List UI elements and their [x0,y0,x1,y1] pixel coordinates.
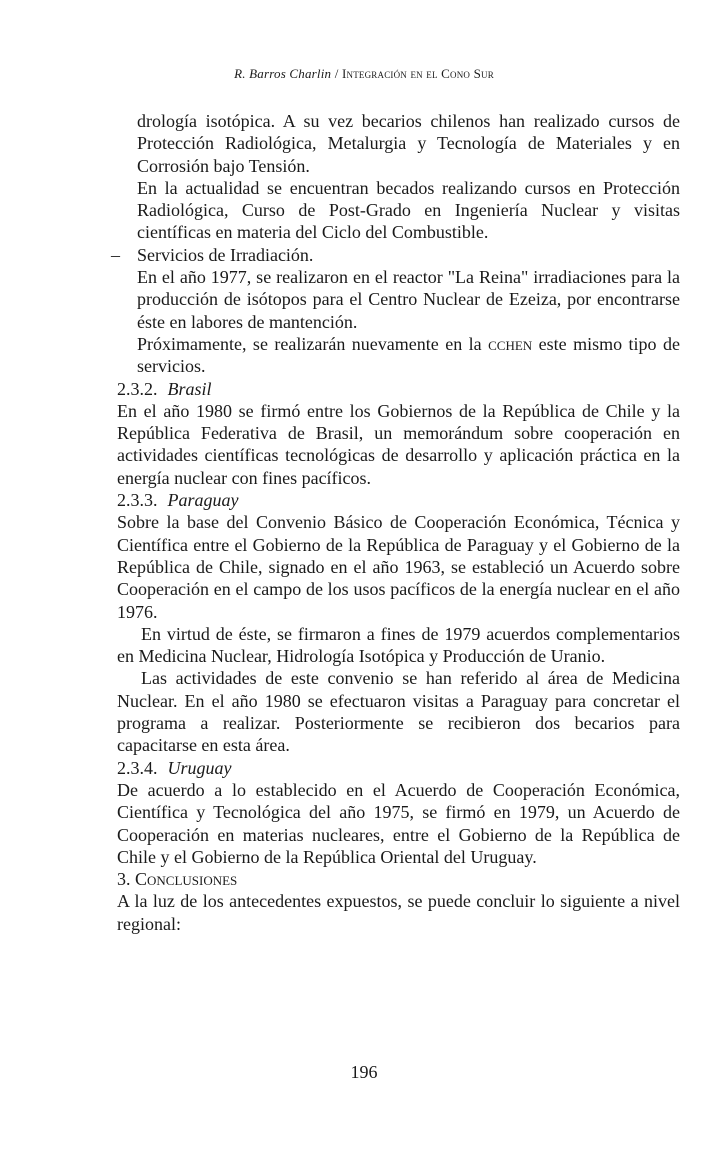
section-heading-conclusiones: 3. Conclusiones [117,869,238,890]
section-heading-brasil [117,378,680,400]
section-number: 2.3.2. [117,378,158,399]
paragraph: En la actualidad se encuentran becados realizando cursos en Protección Radiológica, Curso de Post-Grado en Ingeniería Nuclear y visitas científicas en materia del Ciclo del Combustible. [137,177,680,243]
paragraph [117,333,680,378]
running-head-title: Integración en el Cono Sur [341,66,494,81]
running-head-separator: / [331,66,342,81]
list-item-title: Servicios de Irradiación. [137,244,314,265]
section-heading-paraguay [117,489,680,511]
section-heading-uruguay [117,757,680,779]
paragraph: En virtud de éste, se firmaron a fines de 1979 acuerdos complementarios en Medicina Nuclear, Hidrología Isotópica y Producción de Uranio. [117,623,680,667]
paragraph: Las actividades de este convenio se han referido al área de Medicina Nuclear. En el año 1980 se efectuaron visitas a Paraguay para concretar el programa a realizar. Posteriormente se recibieron dos becarios para capacitarse en esta área. [117,668,680,756]
page-number: 196 [350,1062,378,1082]
section-title: Uruguay [167,757,232,778]
paragraph: A la luz de los antecedentes expuestos, se puede concluir lo siguiente a nivel regional: [117,891,680,934]
paragraph: Sobre la base del Convenio Básico de Cooperación Económica, Técnica y Científica entre el Gobierno de la República de Paraguay y el Gobierno de la República de Chile, signado en el año 1963, se estableció un Acuerdo sobre Cooperación en el campo de los usos pacíficos de la energía nuclear en el año 1976. [117,512,680,622]
dash-bullet: – [111,244,120,265]
acronym-cchen: cchen [488,333,533,354]
section-title: Paraguay [167,490,239,511]
paragraph: De acuerdo a lo establecido en el Acuerdo de Cooperación Económica, Científica y Tecnológica del año 1975, se firmó en 1979, un Acuerdo de Cooperación en materias nucleares, entre el Gobierno de la República de Chile y el Gobierno de la República Oriental del Uruguay. [117,779,680,867]
section-number: 2.3.4. [117,757,158,778]
running-head [0,66,728,82]
section-number: 2.3.3. [117,490,158,511]
page-body [111,110,680,935]
paragraph: En el año 1977, se realizaron en el reactor "La Reina" irradiaciones para la producción de isótopos para el Centro Nuclear de Ezeiza, por encontrarse éste en labores de mantención. [137,267,680,332]
paragraph-text: Próximamente, se realizarán nuevamente en la [137,333,489,354]
running-head-author: R. Barros Charlin [234,66,332,81]
paragraph: En el año 1980 se firmó entre los Gobiernos de la República de Chile y la República Federativa de Brasil, un memorándum sobre cooperación en actividades científicas tecnológicas de desarrollo y aplicación práctica en la energía nuclear con fines pacíficos. [117,400,680,488]
paragraph: drología isotópica. A su vez becarios chilenos han realizado cursos de Protección Radiológica, Metalurgia y Tecnología de Materiales y en Corrosión bajo Tensión. [137,111,680,176]
section-title: Brasil [167,378,212,399]
paragraph-text: este mismo tipo de servicios. [137,333,680,377]
list-item [111,244,680,266]
